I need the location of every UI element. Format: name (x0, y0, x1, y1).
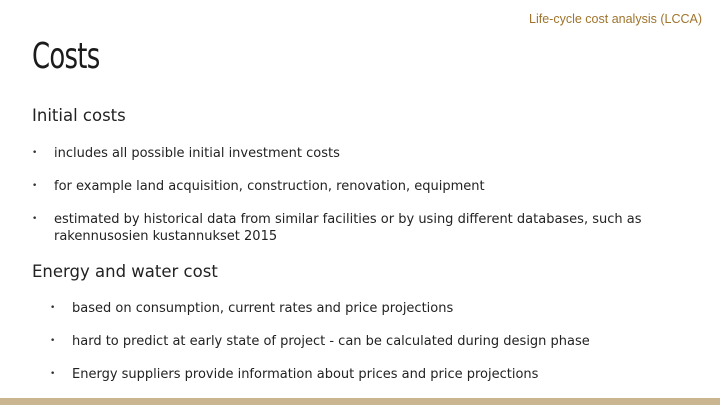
bullet-text: estimated by historical data from similar facilities or by using different databases, such as rakennusosien kustannukset 2015 (54, 212, 642, 244)
bullet-icon: • (32, 214, 38, 224)
bullet-text: for example land acquisition, construction, renovation, equipment (54, 179, 485, 194)
list-item (50, 366, 670, 383)
list-item (32, 211, 652, 245)
section-heading-energy-water-cost: Energy and water cost (32, 262, 218, 281)
footer-accent-bar (0, 398, 720, 405)
bullet-text: hard to predict at early state of project - can be calculated during design phase (72, 334, 590, 349)
energy-water-cost-list (50, 300, 670, 383)
bullet-text: Energy suppliers provide information about prices and price projections (72, 367, 539, 382)
bullet-icon: • (50, 369, 56, 379)
bullet-icon: • (50, 303, 56, 313)
initial-costs-list (32, 145, 652, 245)
section-heading-initial-costs: Initial costs (32, 106, 126, 125)
slide-title: Costs (32, 36, 100, 77)
bullet-icon: • (50, 336, 56, 346)
presentation-topic-label: Life-cycle cost analysis (LCCA) (529, 12, 702, 26)
bullet-icon: • (32, 148, 38, 158)
list-item (32, 178, 652, 195)
bullet-icon: • (32, 181, 38, 191)
bullet-text: based on consumption, current rates and price projections (72, 301, 454, 316)
list-item (50, 333, 670, 350)
list-item (50, 300, 670, 317)
bullet-text: includes all possible initial investment costs (54, 146, 340, 161)
list-item (32, 145, 652, 162)
